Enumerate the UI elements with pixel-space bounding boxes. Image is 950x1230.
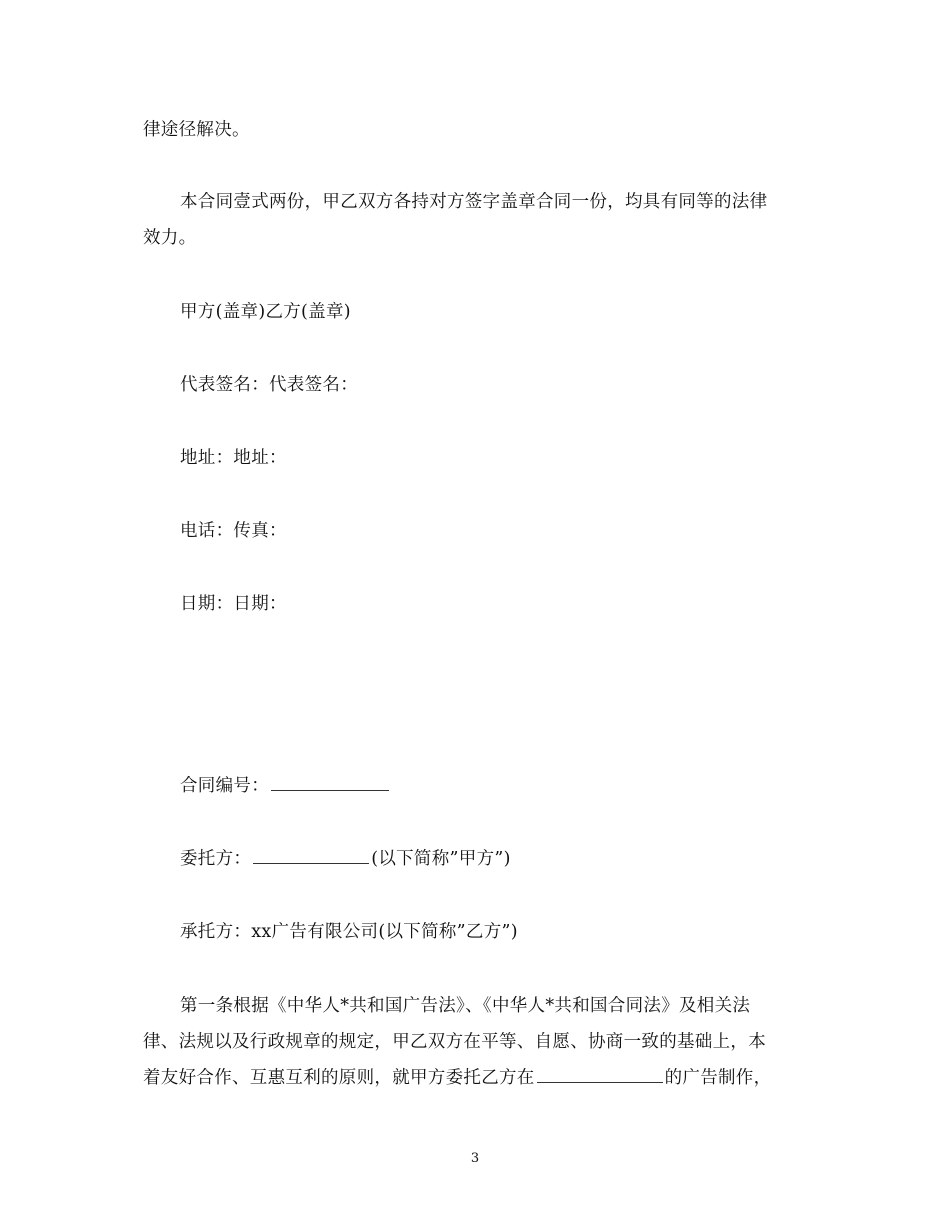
paragraph-line: 第一条根据《中华人*共和国广告法》、《中华人*共和国合同法》及相关法 (180, 996, 751, 1016)
date-line: 日期：日期： (180, 594, 287, 614)
location-blank (537, 1066, 663, 1083)
signature-seal-line: 甲方(盖章)乙方(盖章) (180, 302, 351, 322)
paragraph-text: 着友好合作、互惠互利的原则，就甲方委托乙方在 (143, 1068, 535, 1088)
client-blank (253, 847, 369, 864)
paragraph-line: 律、法规以及行政规章的规定，甲乙双方在平等、自愿、协商一致的基础上，本 (143, 1032, 766, 1052)
paragraph-text: 的广告制作， (664, 1068, 772, 1088)
client-line (180, 847, 511, 871)
contract-number-blank (271, 774, 389, 791)
phone-fax-line: 电话：传真： (180, 521, 287, 541)
address-line: 地址：地址： (180, 448, 287, 468)
representative-signature-line: 代表签名：代表签名： (180, 375, 358, 395)
paragraph-line: 效力。 (143, 228, 197, 248)
client-alias: (以下简称”甲方”) (371, 849, 511, 869)
client-label: 委托方： (180, 849, 252, 869)
contractor-line: 承托方：xx广告有限公司(以下简称”乙方”) (180, 922, 518, 942)
contract-number-line (180, 774, 391, 798)
page-number: 3 (470, 1151, 480, 1166)
paragraph-line: 律途径解决。 (143, 120, 250, 140)
paragraph-line (143, 1066, 771, 1090)
paragraph-line: 本合同壹式两份，甲乙双方各持对方签字盖章合同一份，均具有同等的法律 (180, 192, 768, 212)
contract-number-label: 合同编号： (180, 776, 269, 796)
